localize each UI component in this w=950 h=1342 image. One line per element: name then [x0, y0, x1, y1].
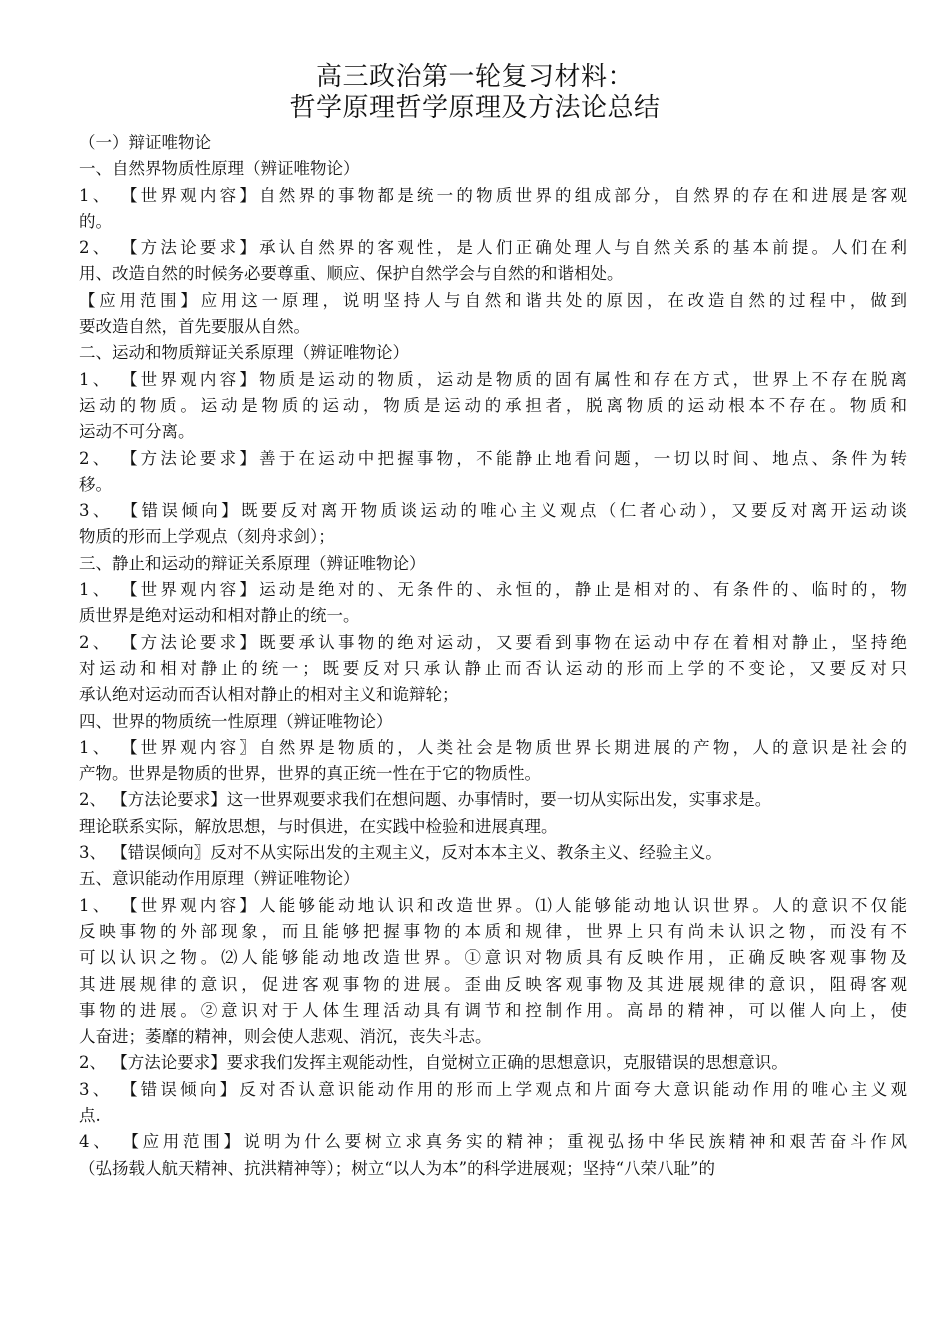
text-line: 其进展规律的意识，促进客观事物的进展。歪曲反映客观事物及其进展规律的意识，阻碍客观 — [79, 974, 907, 994]
text-line: 一、自然界物质性原理（辨证唯物论） — [79, 159, 360, 179]
text-line: 人奋进；萎靡的精神，则会使人悲观、消沉，丧失斗志。 — [79, 1027, 492, 1047]
text-line: 二、运动和物质辩证关系原理（辨证唯物论） — [79, 343, 409, 363]
text-line: 四、世界的物质统一性原理（辨证唯物论） — [79, 711, 393, 731]
text-line: 2、 【方法论要求】这一世界观要求我们在想问题、办事情时，要一切从实际出发，实事求是。 — [79, 790, 772, 810]
text-line: 2、 【方法论要求】善于在运动中把握事物，不能静止地看问题，一切以时间、地点、条件为转 — [79, 448, 907, 468]
text-line: 承认绝对运动而否认相对静止的相对主义和诡辩轮； — [79, 685, 459, 705]
text-line: 要改造自然，首先要服从自然。 — [79, 317, 310, 337]
text-line: 【应用范围】应用这一原理，说明坚持人与自然和谐共处的原因，在改造自然的过程中，做到 — [79, 290, 907, 310]
document-title-line-2: 哲学原理哲学原理及方法论总结 — [289, 93, 661, 123]
text-line: 2、 【方法论要求】既要承认事物的绝对运动，又要看到事物在运动中存在着相对静止，坚持绝 — [79, 632, 907, 652]
text-line: 移。 — [79, 474, 112, 494]
text-line: 点. — [79, 1105, 101, 1125]
text-line: 对运动和相对静止的统一；既要反对只承认静止而否认运动的形而上学的不变论，又要反对只 — [79, 658, 907, 678]
text-line: 2、 【方法论要求】承认自然界的客观性，是人们正确处理人与自然关系的基本前提。人们在利 — [79, 238, 907, 258]
text-line: 质世界是绝对运动和相对静止的统一。 — [79, 606, 360, 626]
text-line: 反映事物的外部现象，而且能够把握事物的本质和规律，世界上只有尚未认识之物，而没有不 — [79, 921, 907, 941]
text-line: （一）辩证唯物论 — [79, 133, 211, 152]
text-line: 1、 【世界观内容〗自然界是物质的，人类社会是物质世界长期进展的产物，人的意识是社会的 — [79, 737, 907, 757]
text-line: 3、 【错误倾向〗反对不从实际出发的主观主义，反对本本主义、教条主义、经验主义。 — [79, 843, 722, 863]
document-title-line-1: 高三政治第一轮复习材料： — [315, 62, 634, 92]
text-line: 1、 【世界观内容】人能够能动地认识和改造世界。⑴人能够能动地认识世界。人的意识不仅能 — [79, 895, 907, 915]
text-line: 的。 — [79, 211, 112, 231]
text-line: 五、意识能动作用原理（辨证唯物论） — [79, 869, 360, 889]
text-line: （弘扬载人航天精神、抗洪精神等）；树立“以人为本”的科学进展观；坚持“八荣八耻”的 — [79, 1158, 715, 1178]
text-line: 可以认识之物。⑵人能够能动地改造世界。①意识对物质具有反映作用，正确反映客观事物及 — [79, 948, 907, 968]
document-body — [79, 130, 907, 1182]
text-line: 3、 【错误倾向】既要反对离开物质谈运动的唯心主义观点（仁者心动），又要反对离开运动谈 — [79, 501, 907, 521]
text-line: 运动不可分离。 — [79, 422, 195, 442]
text-line: 1、 【世界观内容】运动是绝对的、无条件的、永恒的，静止是相对的、有条件的、临时的，物 — [79, 580, 907, 600]
text-line: 物质的形而上学观点（刻舟求剑）； — [79, 527, 335, 547]
text-line: 1、 【世界观内容】自然界的事物都是统一的物质世界的组成部分，自然界的存在和进展是客观 — [79, 185, 907, 205]
text-line: 2、 【方法论要求】要求我们发挥主观能动性，自觉树立正确的思想意识，克服错误的思想意识。 — [79, 1053, 788, 1073]
text-line: 用、改造自然的时候务必要尊重、顺应、保护自然学会与自然的和谐相处。 — [79, 264, 624, 284]
text-line: 运动的物质。运动是物质的运动，物质是运动的承担者，脱离物质的运动根本不存在。物质和 — [79, 395, 907, 415]
text-line: 3、 【错误倾向】反对否认意识能动作用的形而上学观点和片面夸大意识能动作用的唯心主义观 — [79, 1079, 907, 1099]
text-line: 产物。世界是物质的世界，世界的真正统一性在于它的物质性。 — [79, 764, 541, 784]
text-line: 事物的进展。②意识对于人体生理活动具有调节和控制作用。高昂的精神，可以催人向上，使 — [79, 1000, 907, 1020]
text-line: 理论联系实际，解放思想，与时俱进，在实践中检验和进展真理。 — [79, 816, 558, 836]
text-line: 1、 【世界观内容】物质是运动的物质，运动是物质的固有属性和存在方式，世界上不存在脱离 — [79, 369, 907, 389]
text-line: 三、静止和运动的辩证关系原理（辨证唯物论） — [79, 553, 426, 573]
text-line: 4、 【应用范围】说明为什么要树立求真务实的精神；重视弘扬中华民族精神和艰苦奋斗作风 — [79, 1132, 907, 1152]
